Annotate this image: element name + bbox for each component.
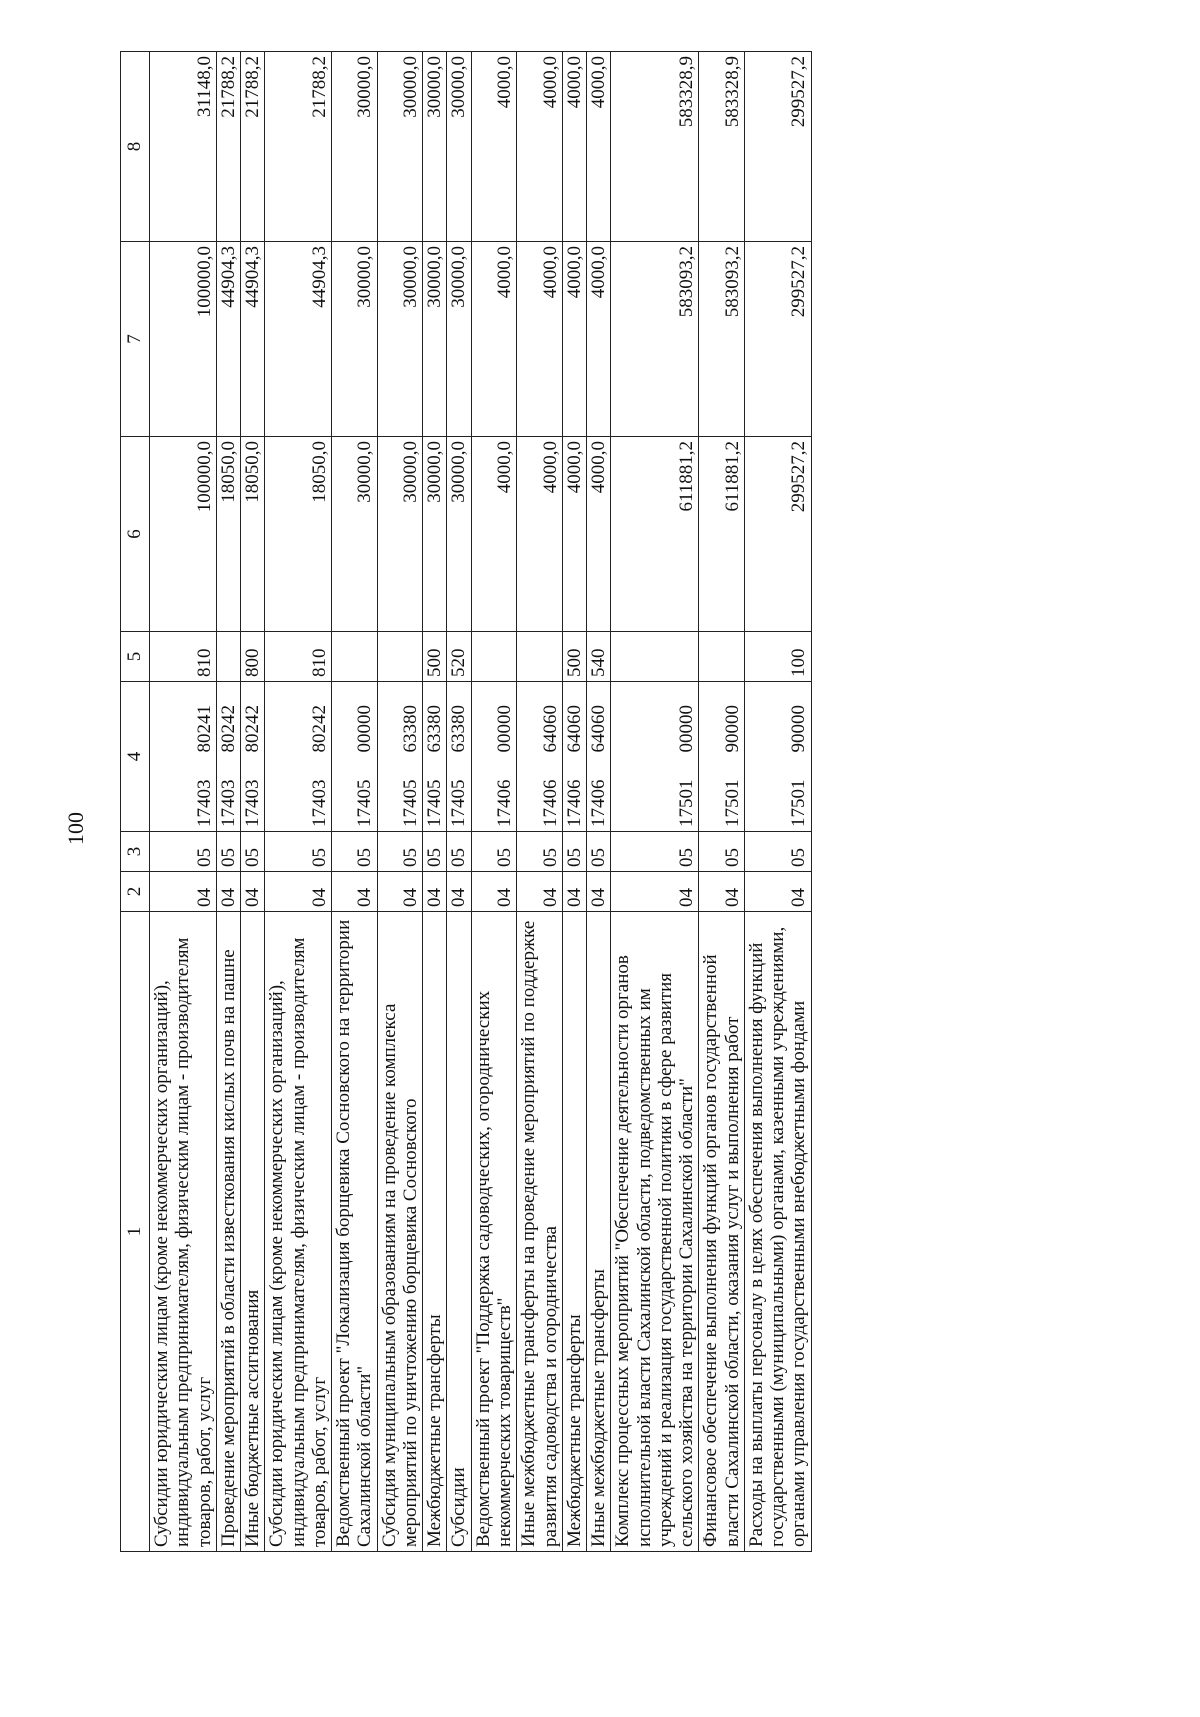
row-value-col7: 30000,0 [332,242,378,437]
row-value-col6: 18050,0 [241,437,265,632]
row-program-code: 17406 [587,757,611,832]
row-subsection: 05 [587,832,611,872]
table-row [699,52,745,1552]
rotated-table-container [120,52,1050,1552]
row-subsection: 05 [699,832,745,872]
row-expense-type [471,632,517,682]
row-value-col7: 100000,0 [150,242,217,437]
row-section: 04 [265,872,332,912]
row-subsection: 05 [241,832,265,872]
header-col-8: 8 [121,52,150,242]
row-section: 04 [699,872,745,912]
row-section: 04 [150,872,217,912]
row-value-col8: 21788,2 [216,52,240,242]
row-program-code: 17405 [447,757,471,832]
row-section: 04 [471,872,517,912]
row-direction-code: 00000 [332,682,378,757]
row-name: Комплекс процессных мероприятий "Обеспечение деятельности органов исполнительной власти Сахалинской области, подведомственных им учреждений и реализация государственной политики в сфере развития сельского хозяйства на территории Сахалинской области" [611,912,699,1552]
row-expense-type: 100 [744,632,811,682]
row-value-col8: 30000,0 [447,52,471,242]
table-row [517,52,563,1552]
row-value-col6: 4000,0 [471,437,517,632]
row-direction-code: 90000 [699,682,745,757]
row-expense-type [377,632,423,682]
row-name: Субсидии юридическим лицам (кроме некоммерческих организаций), индивидуальным предпринимателям, физическим лицам - производителям товаров, работ, услуг [265,912,332,1552]
row-value-col8: 4000,0 [471,52,517,242]
row-value-col8: 583328,9 [611,52,699,242]
table-body [150,52,812,1552]
row-value-col6: 30000,0 [332,437,378,632]
row-expense-type [517,632,563,682]
row-value-col8: 299527,2 [744,52,811,242]
row-direction-code: 63380 [423,682,447,757]
row-name: Ведомственный проект "Поддержка садоводческих, огороднических некоммерческих товариществ" [471,912,517,1552]
row-section: 04 [611,872,699,912]
row-subsection: 05 [744,832,811,872]
row-value-col8: 4000,0 [562,52,586,242]
table-row [377,52,423,1552]
row-name: Расходы на выплаты персоналу в целях обеспечения выполнения функций государственными (муниципальными) органами, казенными учреждениями, органами управления государственными внебюджетными фондами [744,912,811,1552]
row-program-code: 17405 [377,757,423,832]
row-subsection: 05 [471,832,517,872]
row-expense-type [699,632,745,682]
row-value-col7: 30000,0 [377,242,423,437]
row-program-code: 17403 [150,757,217,832]
row-program-code: 17406 [562,757,586,832]
row-value-col7: 30000,0 [423,242,447,437]
row-value-col8: 21788,2 [241,52,265,242]
row-section: 04 [447,872,471,912]
table-row [216,52,240,1552]
row-name: Межбюджетные трансферты [423,912,447,1552]
row-name: Ведомственный проект "Локализация борщевика Сосновского на территории Сахалинской области" [332,912,378,1552]
row-name: Иные межбюджетные трансферты на проведение мероприятий по поддержке развития садоводства и огородничества [517,912,563,1552]
row-subsection: 05 [265,832,332,872]
row-value-col6: 4000,0 [587,437,611,632]
row-program-code: 17403 [241,757,265,832]
row-direction-code: 80242 [241,682,265,757]
row-value-col7: 4000,0 [517,242,563,437]
row-expense-type: 500 [423,632,447,682]
row-program-code: 17405 [423,757,447,832]
row-value-col7: 30000,0 [447,242,471,437]
row-value-col8: 30000,0 [377,52,423,242]
row-value-col6: 611881,2 [611,437,699,632]
row-value-col6: 299527,2 [744,437,811,632]
row-direction-code: 80241 [150,682,217,757]
row-name: Финансовое обеспечение выполнения функций органов государственной власти Сахалинской области, оказания услуг и выполнения работ [699,912,745,1552]
row-program-code: 17403 [216,757,240,832]
table-row [265,52,332,1552]
row-value-col6: 30000,0 [377,437,423,632]
row-value-col6: 611881,2 [699,437,745,632]
row-section: 04 [423,872,447,912]
row-name: Межбюджетные трансферты [562,912,586,1552]
table-row [562,52,586,1552]
row-direction-code: 80242 [265,682,332,757]
row-value-col8: 21788,2 [265,52,332,242]
row-section: 04 [377,872,423,912]
row-direction-code: 64060 [562,682,586,757]
row-direction-code: 90000 [744,682,811,757]
table-row [241,52,265,1552]
row-expense-type: 520 [447,632,471,682]
row-name: Иные межбюджетные трансферты [587,912,611,1552]
row-value-col7: 299527,2 [744,242,811,437]
row-subsection: 05 [447,832,471,872]
row-section: 04 [744,872,811,912]
row-section: 04 [216,872,240,912]
row-subsection: 05 [377,832,423,872]
row-value-col6: 4000,0 [517,437,563,632]
row-program-code: 17403 [265,757,332,832]
table-header [121,52,150,1552]
row-program-code: 17501 [744,757,811,832]
row-expense-type [611,632,699,682]
row-value-col7: 4000,0 [587,242,611,437]
row-value-col6: 100000,0 [150,437,217,632]
row-value-col6: 18050,0 [265,437,332,632]
row-value-col7: 44904,3 [265,242,332,437]
row-value-col6: 30000,0 [423,437,447,632]
row-expense-type: 500 [562,632,586,682]
row-name: Субсидия муниципальным образованиям на проведение комплекса мероприятий по уничтожению борщевика Сосновского [377,912,423,1552]
header-col-7: 7 [121,242,150,437]
table-row [471,52,517,1552]
row-direction-code: 63380 [377,682,423,757]
header-row [121,52,150,1552]
row-value-col6: 4000,0 [562,437,586,632]
row-direction-code: 64060 [517,682,563,757]
row-program-code: 17501 [699,757,745,832]
header-col-1: 1 [121,912,150,1552]
row-value-col7: 4000,0 [562,242,586,437]
row-value-col7: 44904,3 [216,242,240,437]
table-row [447,52,471,1552]
row-expense-type: 800 [241,632,265,682]
table-row [587,52,611,1552]
row-value-col7: 44904,3 [241,242,265,437]
row-section: 04 [332,872,378,912]
page-number: 100 [63,812,88,845]
row-subsection: 05 [562,832,586,872]
row-direction-code: 64060 [587,682,611,757]
row-program-code: 17405 [332,757,378,832]
row-value-col7: 4000,0 [471,242,517,437]
row-value-col8: 30000,0 [423,52,447,242]
row-direction-code: 00000 [611,682,699,757]
row-value-col8: 583328,9 [699,52,745,242]
table-row [332,52,378,1552]
row-expense-type [332,632,378,682]
row-name: Субсидии [447,912,471,1552]
row-expense-type: 810 [150,632,217,682]
table-row [611,52,699,1552]
budget-table [120,51,812,1552]
row-direction-code: 00000 [471,682,517,757]
header-col-4: 4 [121,682,150,832]
header-col-6: 6 [121,437,150,632]
row-value-col7: 583093,2 [611,242,699,437]
table-row [423,52,447,1552]
header-col-3: 3 [121,832,150,872]
row-subsection: 05 [216,832,240,872]
row-subsection: 05 [150,832,217,872]
row-value-col8: 31148,0 [150,52,217,242]
header-col-5: 5 [121,632,150,682]
row-program-code: 17501 [611,757,699,832]
row-section: 04 [587,872,611,912]
row-value-col7: 583093,2 [699,242,745,437]
table-row [744,52,811,1552]
table-row [150,52,217,1552]
row-subsection: 05 [332,832,378,872]
row-subsection: 05 [423,832,447,872]
row-expense-type: 540 [587,632,611,682]
row-direction-code: 80242 [216,682,240,757]
row-value-col6: 18050,0 [216,437,240,632]
row-subsection: 05 [517,832,563,872]
row-subsection: 05 [611,832,699,872]
row-name: Субсидии юридическим лицам (кроме некоммерческих организаций), индивидуальным предпринимателям, физическим лицам - производителям товаров, работ, услуг [150,912,217,1552]
row-value-col8: 4000,0 [587,52,611,242]
header-col-2: 2 [121,872,150,912]
row-expense-type [216,632,240,682]
row-section: 04 [562,872,586,912]
row-name: Проведение мероприятий в области известкования кислых почв на пашне [216,912,240,1552]
row-section: 04 [517,872,563,912]
row-expense-type: 810 [265,632,332,682]
row-name: Иные бюджетные ассигнования [241,912,265,1552]
row-program-code: 17406 [471,757,517,832]
row-direction-code: 63380 [447,682,471,757]
row-program-code: 17406 [517,757,563,832]
row-value-col8: 4000,0 [517,52,563,242]
row-value-col8: 30000,0 [332,52,378,242]
row-section: 04 [241,872,265,912]
row-value-col6: 30000,0 [447,437,471,632]
